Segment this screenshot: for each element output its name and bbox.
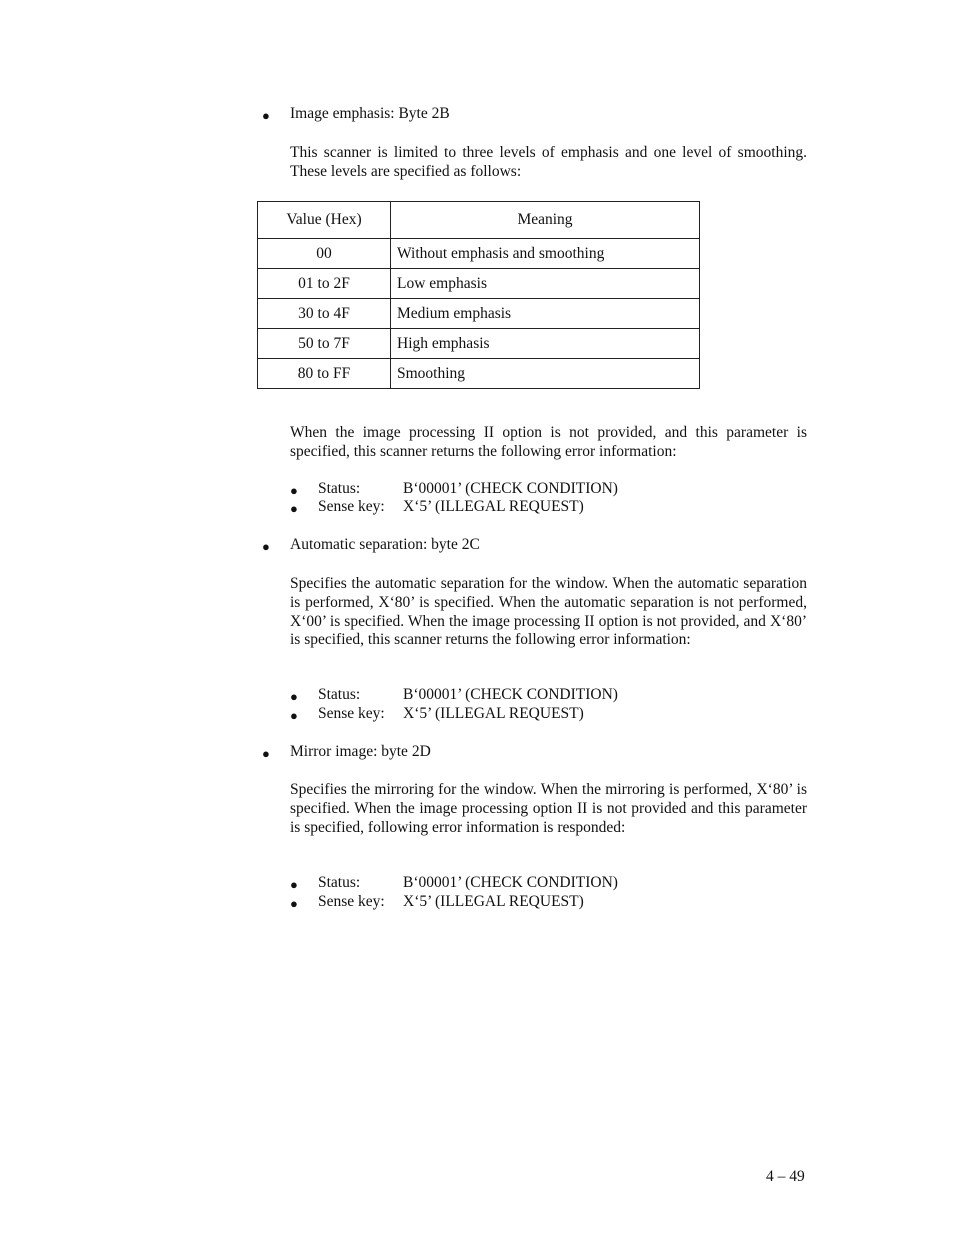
bullet-icon: ● <box>262 108 270 123</box>
error-label: Sense key: <box>318 893 385 910</box>
bullet-icon: ● <box>290 689 298 704</box>
column-header-meaning: Meaning <box>391 202 700 239</box>
error-value: X‘5’ (ILLEGAL REQUEST) <box>403 705 584 722</box>
table-header-row <box>258 202 700 239</box>
automatic-separation-body: Specifies the automatic separation for the window. When the automatic separation is performed, X‘80’ is specified. When the automatic separation is not performed, X‘00’ is specified. When the image processing II option is not provided, and X‘80’ is specified, this scanner returns the following error information: <box>290 575 807 649</box>
value-cell: 50 to 7F <box>258 329 391 359</box>
error-value: X‘5’ (ILLEGAL REQUEST) <box>403 893 584 910</box>
error-label: Sense key: <box>318 705 385 722</box>
value-cell: 30 to 4F <box>258 299 391 329</box>
bullet-icon: ● <box>290 896 298 911</box>
column-header-value: Value (Hex) <box>258 202 391 239</box>
page-number: 4 – 49 <box>766 1168 805 1185</box>
error-status-line <box>318 480 618 498</box>
error-label: Status: <box>318 480 361 497</box>
error-label: Status: <box>318 686 361 703</box>
bullet-icon: ● <box>290 877 298 892</box>
error-label: Status: <box>318 874 361 891</box>
error-sense-key-line <box>318 893 584 911</box>
section-title-image-emphasis: Image emphasis: Byte 2B <box>290 105 450 122</box>
value-cell: 01 to 2F <box>258 269 391 299</box>
meaning-cell: Smoothing <box>391 359 700 389</box>
bullet-icon: ● <box>290 501 298 516</box>
image-emphasis-intro: This scanner is limited to three levels of emphasis and one level of smoothing. These levels are specified as follows: <box>290 144 807 180</box>
table-row <box>258 359 700 389</box>
meaning-cell: Without emphasis and smoothing <box>391 239 700 269</box>
section-title-automatic-separation: Automatic separation: byte 2C <box>290 536 480 553</box>
table-row <box>258 329 700 359</box>
error-value: B‘00001’ (CHECK CONDITION) <box>403 480 618 497</box>
table-row <box>258 239 700 269</box>
meaning-cell: Low emphasis <box>391 269 700 299</box>
error-value: X‘5’ (ILLEGAL REQUEST) <box>403 498 584 515</box>
error-status-line <box>318 874 618 892</box>
table-row <box>258 269 700 299</box>
emphasis-table <box>257 201 700 389</box>
error-label: Sense key: <box>318 498 385 515</box>
section-title-mirror-image: Mirror image: byte 2D <box>290 743 431 760</box>
meaning-cell: High emphasis <box>391 329 700 359</box>
error-status-line <box>318 686 618 704</box>
error-value: B‘00001’ (CHECK CONDITION) <box>403 686 618 703</box>
mirror-image-body: Specifies the mirroring for the window. When the mirroring is performed, X‘80’ is specified. When the image processing option II is not provided and this parameter is specified, following error information is responded: <box>290 781 807 836</box>
image-emphasis-note: When the image processing II option is not provided, and this parameter is specified, this scanner returns the following error information: <box>290 424 807 460</box>
error-sense-key-line <box>318 498 584 516</box>
table-row <box>258 299 700 329</box>
meaning-cell: Medium emphasis <box>391 299 700 329</box>
bullet-icon: ● <box>290 708 298 723</box>
error-value: B‘00001’ (CHECK CONDITION) <box>403 874 618 891</box>
error-sense-key-line <box>318 705 584 723</box>
bullet-icon: ● <box>262 539 270 554</box>
value-cell: 00 <box>258 239 391 269</box>
bullet-icon: ● <box>290 483 298 498</box>
bullet-icon: ● <box>262 746 270 761</box>
value-cell: 80 to FF <box>258 359 391 389</box>
